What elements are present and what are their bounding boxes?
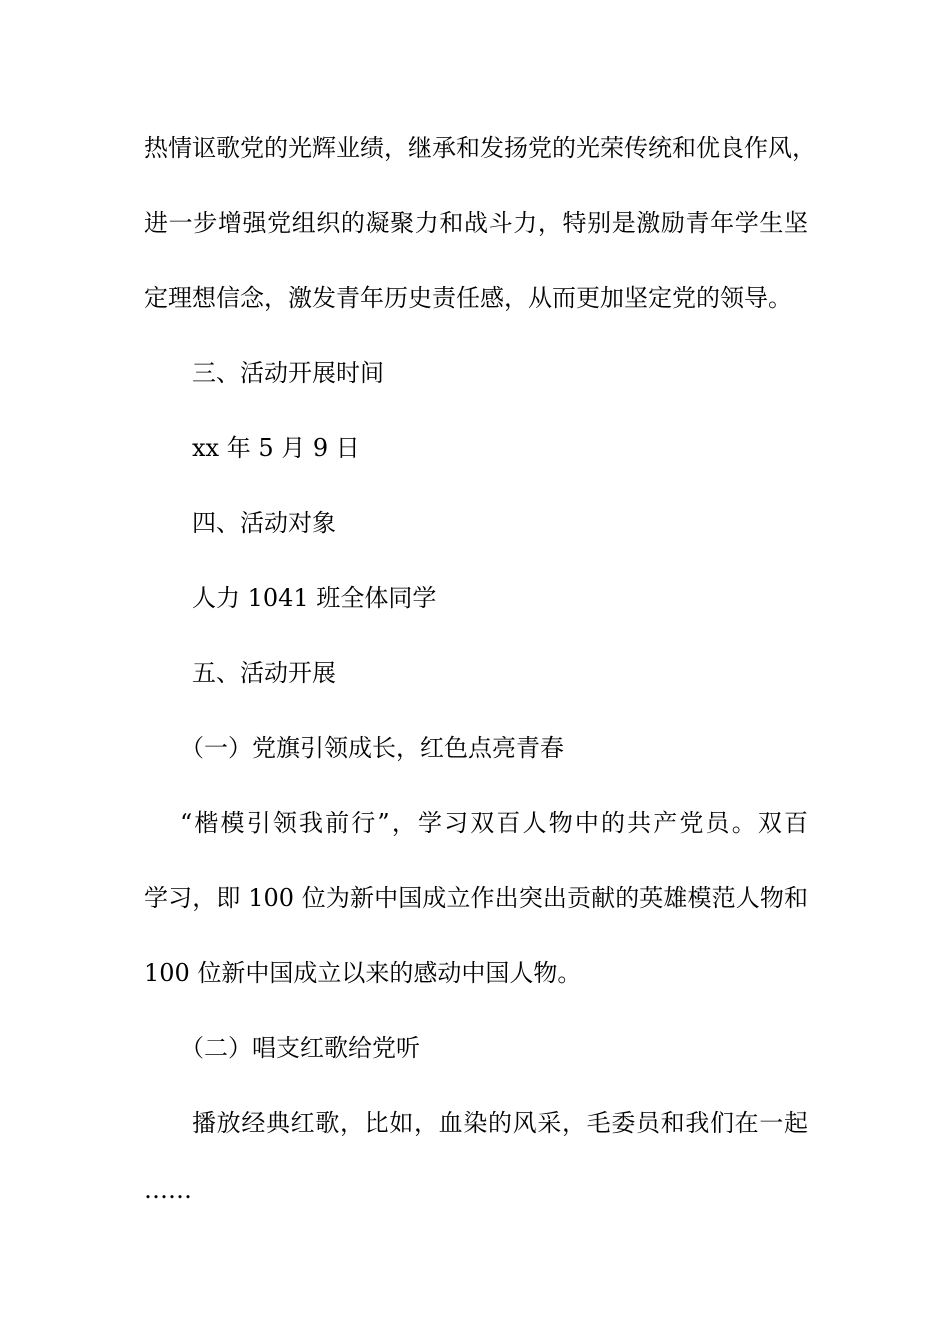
subsection-heading-2: （二）唱支红歌给党听: [180, 1034, 420, 1062]
paragraph-line: 100 位新中国成立以来的感动中国人物。: [144, 959, 582, 987]
ellipsis-line: ……: [144, 1176, 192, 1204]
section-heading-time: 三、活动开展时间: [192, 359, 384, 387]
activity-date: xx 年 5 月 9 日: [192, 434, 360, 462]
subsection-heading-1: （一）党旗引领成长，红色点亮青春: [180, 734, 564, 762]
paragraph-line: “楷模引领我前行”，学习双百人物中的共产党员。双百: [180, 809, 808, 837]
paragraph-line: 热情讴歌党的光辉业绩，继承和发扬党的光荣传统和优良作风，: [144, 134, 816, 162]
paragraph-line: 播放经典红歌，比如，血染的风采，毛委员和我们在一起: [192, 1109, 808, 1137]
paragraph-line: 学习，即 100 位为新中国成立作出突出贡献的英雄模范人物和: [144, 884, 808, 912]
paragraph-line: 进一步增强党组织的凝聚力和战斗力，特别是激励青年学生坚: [144, 209, 808, 237]
paragraph-line: 定理想信念，激发青年历史责任感，从而更加坚定党的领导。: [144, 284, 792, 312]
activity-audience: 人力 1041 班全体同学: [192, 584, 437, 612]
section-heading-audience: 四、活动对象: [192, 509, 336, 537]
section-heading-activities: 五、活动开展: [192, 659, 336, 687]
